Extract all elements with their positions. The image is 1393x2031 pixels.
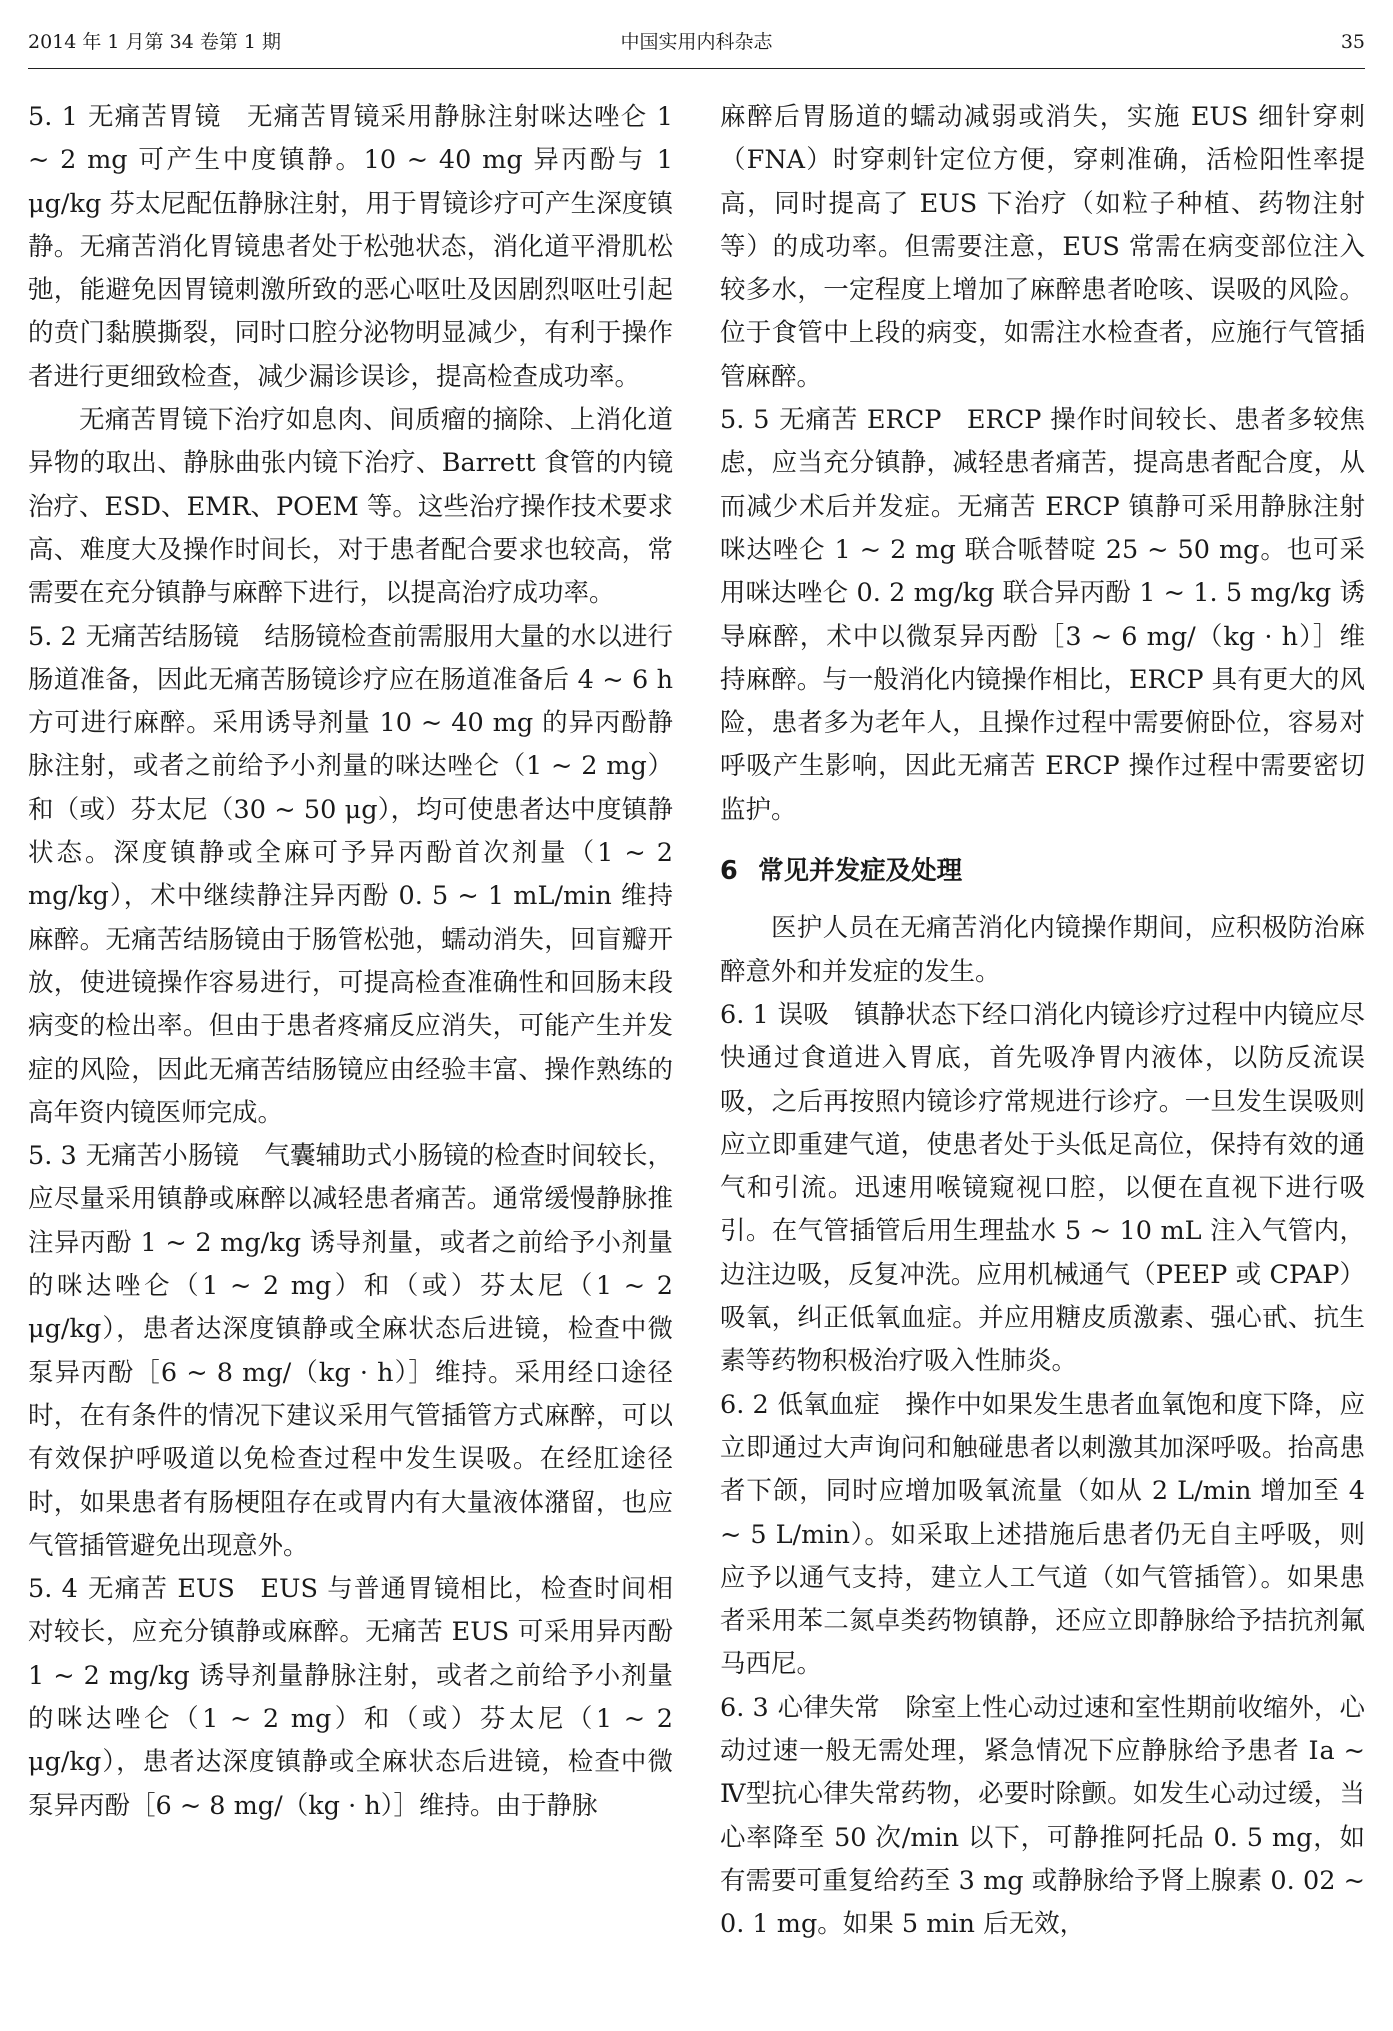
section-5-1 bbox=[28, 96, 673, 399]
section-number: 6. 1 bbox=[720, 999, 769, 1030]
section-title: 无痛苦 ERCP bbox=[778, 405, 942, 436]
section-title: 低氧血症 bbox=[777, 1389, 880, 1420]
section-5-5 bbox=[720, 399, 1365, 832]
section-6-intro: 医护人员在无痛苦消化内镜操作期间，应积极防治麻醉意外和并发症的发生。 bbox=[720, 913, 1365, 987]
section-title: 无痛苦结肠镜 bbox=[85, 621, 239, 652]
section-title: 无痛苦胃镜 bbox=[86, 102, 222, 132]
section-number: 5. 5 bbox=[720, 405, 770, 436]
section-number: 6. 2 bbox=[720, 1389, 769, 1420]
section-text: 结肠镜检查前需服用大量的水以进行肠道准备，因此无痛苦肠镜诊疗应在肠道准备后 4 ~ 6 h 方可进行麻醉。采用诱导剂量 10 ~ 40 mg 的异丙酚静脉注射，或者之前给予小剂量的咪达唑仑（1 ~ 2 mg）和（或）芬太尼（30 ~ 50 μg），均可使患者达中度镇静状态。深度镇静或全麻可予异丙酚首次剂量（1 ~ 2 mg/kg），术中继续静注异丙酚 0. 5 ~ 1 mL/min 维持麻醉。无痛苦结肠镜由于肠管松弛，蠕动消失，回盲瓣开放，使进镜操作容易进行，可提高检查准确性和回肠末段病变的检出率。但由于患者疼痛反应消失，可能产生并发症的风险，因此无痛苦结肠镜应由经验丰富、操作熟练的高年资内镜医师完成。 bbox=[28, 621, 673, 1128]
section-text: 除室上性心动过速和室性期前收缩外，心动过速一般无需处理，紧急情况下应静脉给予患者 Ⅰa ~ Ⅳ型抗心律失常药物，必要时除颤。如发生心动过缓，当心率降至 50 次/min 以下，可静推阿托品 0. 5 mg，如有需要可重复给药至 3 mg 或静脉给予肾上腺素 0. 02 ~ 0. 1 mg。如果 5 min 后无效， bbox=[720, 1692, 1365, 1940]
section-number: 6. 3 bbox=[720, 1692, 769, 1723]
paragraph: 无痛苦胃镜下治疗如息肉、间质瘤的摘除、上消化道异物的取出、静脉曲张内镜下治疗、Barrett 食管的内镜治疗、ESD、EMR、POEM 等。这些治疗操作技术要求高、难度大及操作时间长，对于患者配合要求也较高，常需要在充分镇静与麻醉下进行，以提高治疗成功率。 bbox=[28, 405, 673, 609]
section-6-2 bbox=[720, 1384, 1365, 1687]
section-text: 气囊辅助式小肠镜的检查时间较长，应尽量采用镇静或麻醉以减轻患者痛苦。通常缓慢静脉推注异丙酚 1 ~ 2 mg/kg 诱导剂量，或者之前给予小剂量的咪达唑仑（1 ~ 2 mg）和（或）芬太尼（1 ~ 2 μg/kg），患者达深度镇静或全麻状态后进镜，检查中微泵异丙酚［6 ~ 8 mg/（kg · h）］维持。采用经口途径时，在有条件的情况下建议采用气管插管方式麻醉，可以有效保护呼吸道以免检查过程中发生误吸。在经肛途径时，如果患者有肠梗阻存在或胃内有大量液体潴留，也应气管插管避免出现意外。 bbox=[28, 1141, 673, 1561]
header-rule bbox=[28, 68, 1365, 69]
journal-title: 中国实用内科杂志 bbox=[620, 31, 773, 53]
section-text: 操作中如果发生患者血氧饱和度下降，应立即通过大声询问和触碰患者以刺激其加深呼吸。抬高患者下颌，同时应增加吸氧流量（如从 2 L/min 增加至 4 ~ 5 L/min）。如采取上述措施后患者仍无自主呼吸，则应予以通气支持，建立人工气道（如气管插管）。如果患者采用苯二氮卓类药物镇静，还应立即静脉给予拮抗剂氟马西尼。 bbox=[720, 1389, 1365, 1680]
section-number: 5. 2 bbox=[28, 621, 77, 652]
section-number: 5. 4 bbox=[28, 1574, 78, 1605]
section-title: 常见并发症及处理 bbox=[758, 856, 963, 887]
section-number: 5. 1 bbox=[28, 102, 78, 132]
section-title: 误吸 bbox=[777, 999, 829, 1030]
section-5-4-continued: 麻醉后胃肠道的蠕动减弱或消失，实施 EUS 细针穿刺（FNA）时穿刺针定位方便，穿刺准确，活检阳性率提高，同时提高了 EUS 下治疗（如粒子种植、药物注射等）的成功率。但需要注意，EUS 常需在病变部位注入较多水，一定程度上增加了麻醉患者呛咳、误吸的风险。位于食管中上段的病变，如需注水检查者，应施行气管插管麻醉。 bbox=[720, 102, 1365, 392]
section-text: EUS 与普通胃镜相比，检查时间相对较长，应充分镇静或麻醉。无痛苦 EUS 可采用异丙酚 1 ~ 2 mg/kg 诱导剂量静脉注射，或者之前给予小剂量的咪达唑仑（1 ~ 2 mg）和（或）芬太尼（1 ~ 2 μg/kg），患者达深度镇静或全麻状态后进镜，检查中微泵异丙酚［6 ~ 8 mg/（kg · h）］维持。由于静脉 bbox=[28, 1574, 673, 1821]
section-5-3 bbox=[28, 1135, 673, 1568]
page-number: 35 bbox=[1340, 31, 1365, 53]
section-number: 6 bbox=[720, 856, 738, 887]
section-text: 无痛苦胃镜采用静脉注射咪达唑仑 1 ~ 2 mg 可产生中度镇静。10 ~ 40 mg 异丙酚与 1 μg/kg 芬太尼配伍静脉注射，用于胃镜诊疗可产生深度镇静。无痛苦消化胃镜患者处于松弛状态，消化道平滑肌松弛，能避免因胃镜刺激所致的恶心呕吐及因剧烈呕吐引起的贲门黏膜撕裂，同时口腔分泌物明显减少，有利于操作者进行更细致检查，减少漏诊误诊，提高检查成功率。 bbox=[28, 102, 673, 392]
right-column bbox=[720, 96, 1365, 1946]
section-6-heading bbox=[720, 850, 1365, 893]
section-text: ERCP 操作时间较长、患者多较焦虑，应当充分镇静，减轻患者痛苦，提高患者配合度，从而减少术后并发症。无痛苦 ERCP 镇静可采用静脉注射咪达唑仑 1 ~ 2 mg 联合哌替啶 25 ~ 50 mg。也可采用咪达唑仑 0. 2 mg/kg 联合异丙酚 1 ~ 1. 5 mg/kg 诱导麻醉，术中以微泵异丙酚［3 ~ 6 mg/（kg · h）］维持麻醉。与一般消化内镜操作相比，ERCP 具有更大的风险，患者多为老年人，且操作过程中需要俯卧位，容易对呼吸产生影响，因此无痛苦 ERCP 操作过程中需要密切监护。 bbox=[720, 405, 1365, 825]
section-6-3 bbox=[720, 1687, 1365, 1947]
section-5-4 bbox=[28, 1568, 673, 1828]
section-title: 无痛苦 EUS bbox=[86, 1574, 235, 1605]
section-5-2 bbox=[28, 616, 673, 1136]
section-title: 心律失常 bbox=[777, 1692, 880, 1723]
section-text: 镇静状态下经口消化内镜诊疗过程中内镜应尽快通过食道进入胃底，首先吸净胃内液体，以防反流误吸，之后再按照内镜诊疗常规进行诊疗。一旦发生误吸则应立即重建气道，使患者处于头低足高位，保持有效的通气和引流。迅速用喉镜窥视口腔，以便在直视下进行吸引。在气管插管后用生理盐水 5 ~ 10 mL 注入气管内，边注边吸，反复冲洗。应用机械通气（PEEP 或 CPAP）吸氧，纠正低氧血症。并应用糖皮质激素、强心甙、抗生素等药物积极治疗吸入性肺炎。 bbox=[720, 999, 1365, 1377]
section-6-1 bbox=[720, 994, 1365, 1384]
left-column bbox=[28, 96, 673, 1828]
section-number: 5. 3 bbox=[28, 1141, 77, 1172]
running-header bbox=[28, 22, 1365, 62]
section-title: 无痛苦小肠镜 bbox=[85, 1141, 239, 1172]
issue-info: 2014 年 1 月第 34 卷第 1 期 bbox=[28, 31, 281, 53]
